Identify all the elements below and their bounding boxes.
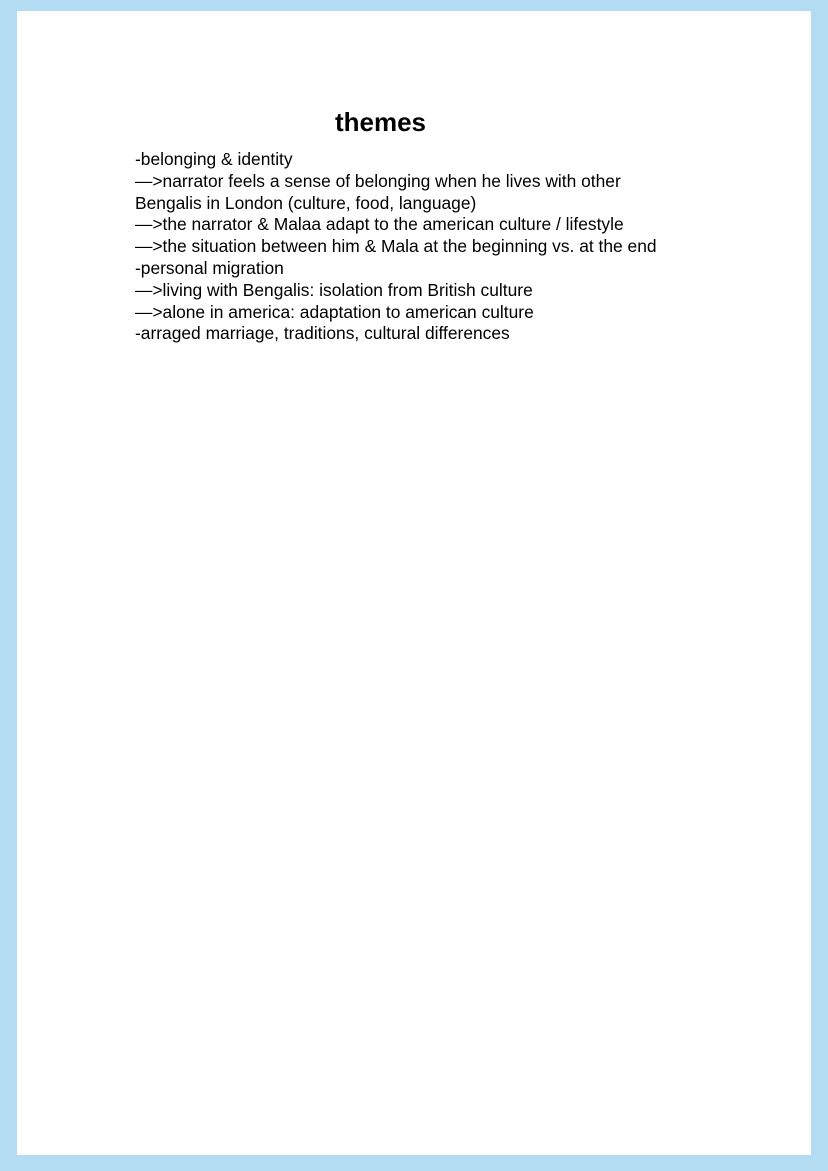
notes-body (135, 149, 775, 345)
note-line: —>narrator feels a sense of belonging when he lives with other (135, 170, 621, 191)
note-line: -arraged marriage, traditions, cultural differences (135, 323, 510, 344)
note-line: -personal migration (135, 257, 284, 278)
page-title: themes (334, 107, 427, 137)
note-line: —>alone in america: adaptation to american culture (135, 301, 534, 322)
document-page (17, 11, 811, 1155)
note-line: -belonging & identity (135, 149, 293, 169)
note-line: —>living with Bengalis: isolation from British culture (135, 279, 533, 300)
note-line: —>the situation between him & Mala at the beginning vs. at the end (135, 236, 657, 257)
note-line: Bengalis in London (culture, food, language) (135, 192, 477, 213)
note-line: —>the narrator & Malaa adapt to the american culture / lifestyle (135, 214, 624, 235)
